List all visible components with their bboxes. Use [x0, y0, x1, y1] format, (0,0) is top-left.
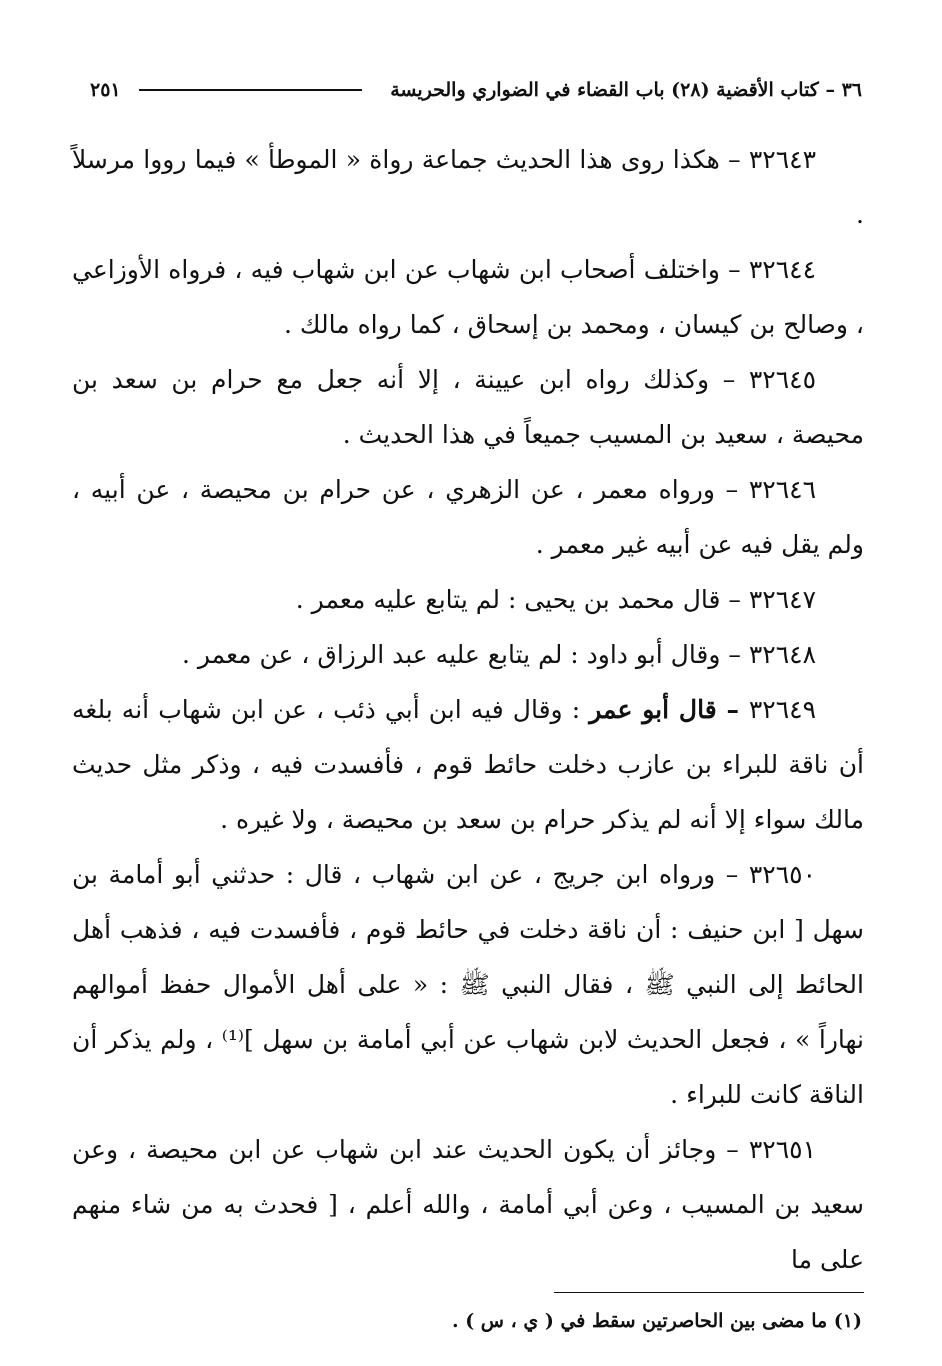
paragraph-number: ٣٢٦٥١ [748, 1135, 816, 1164]
paragraph-32644 [72, 242, 864, 352]
paragraph-32646 [72, 462, 864, 572]
paragraph-lead: – قال أبو عمر [589, 695, 749, 724]
paragraph-number: ٣٢٦٤٥ [748, 365, 816, 394]
paragraph-text: : وقال فيه ابن أبي ذئب ، عن ابن شهاب أنه بلغه أن ناقة للبراء بن عازب دخلت حائط قوم ، فأفسدت فيه ، وذكر مثل حديث مالك سواء إلا أنه لم يذكر حرام بن سعد بن محيصة ، ولا غيره . [72, 695, 864, 834]
footnote-rule [554, 1292, 864, 1293]
paragraph-32651 [72, 1122, 864, 1287]
paragraph-text: – وجائز أن يكون الحديث عند ابن شهاب عن ابن محيصة ، وعن سعيد بن المسيب ، وعن أبي أمامة ، والله أعلم ، [ فحدث به من شاء منهم على ما [72, 1135, 864, 1274]
paragraph-text: – ورواه ابن جريج ، عن ابن شهاب ، قال : حدثني أبو أمامة بن سهل [ ابن حنيف : أن ناقة دخلت في حائط قوم ، فأفسدت فيه ، فذهب أهل الحائط إلى النبي ﷺ ، فقال النبي ﷺ : « على أهل الأموال حفظ أموالهم نهاراً » ، فجعل الحديث لابن شهاب عن أبي أمامة بن سهل ]⁽¹⁾ ، ولم يذكر أن الناقة كانت للبراء . [72, 860, 864, 1109]
paragraph-number: ٣٢٦٤٤ [748, 255, 816, 284]
paragraph-number: ٣٢٦٤٦ [748, 475, 816, 504]
paragraph-32643 [72, 132, 864, 242]
header-rule [139, 89, 363, 91]
page-number: ٢٥١ [90, 79, 121, 101]
paragraph-number: ٣٢٦٥٠ [748, 860, 816, 889]
paragraph-number: ٣٢٦٤٨ [748, 640, 816, 669]
paragraph-32649 [72, 682, 864, 847]
paragraph-32645 [72, 352, 864, 462]
paragraph-number: ٣٢٦٤٣ [748, 145, 816, 174]
paragraph-text: – ورواه معمر ، عن الزهري ، عن حرام بن محيصة ، عن أبيه ، ولم يقل فيه عن أبيه غير معمر . [72, 475, 864, 559]
paragraph-number: ٣٢٦٤٧ [748, 585, 816, 614]
paragraph-text: – وكذلك رواه ابن عيينة ، إلا أنه جعل مع حرام بن سعد بن محيصة ، سعيد بن المسيب جميعاً في هذا الحديث . [72, 365, 864, 449]
header-title: ٣٦ – كتاب الأقضية (٢٨) باب القضاء في الضواري والحريسة [390, 79, 862, 101]
paragraph-text: – وقال أبو داود : لم يتابع عليه عبد الرزاق ، عن معمر . [181, 640, 749, 669]
paragraph-number: ٣٢٦٤٩ [748, 695, 816, 724]
paragraph-32650 [72, 847, 864, 1122]
footnote: (١) ما مضى بين الحاصرتين سقط في ( ي ، س ) . [451, 1310, 862, 1332]
paragraph-text: – قال محمد بن يحيى : لم يتابع عليه معمر . [295, 585, 749, 614]
paragraph-32648 [72, 627, 864, 682]
paragraph-text: – واختلف أصحاب ابن شهاب عن ابن شهاب فيه ، فرواه الأوزاعي ، وصالح بن كيسان ، ومحمد بن إسحاق ، كما رواه مالك . [72, 255, 864, 339]
paragraph-32647 [72, 572, 864, 627]
main-text [72, 132, 864, 1287]
paragraph-text: – هكذا روى هذا الحديث جماعة رواة « الموطأ » فيما رووا مرسلاً . [72, 145, 864, 229]
running-header [90, 70, 862, 110]
